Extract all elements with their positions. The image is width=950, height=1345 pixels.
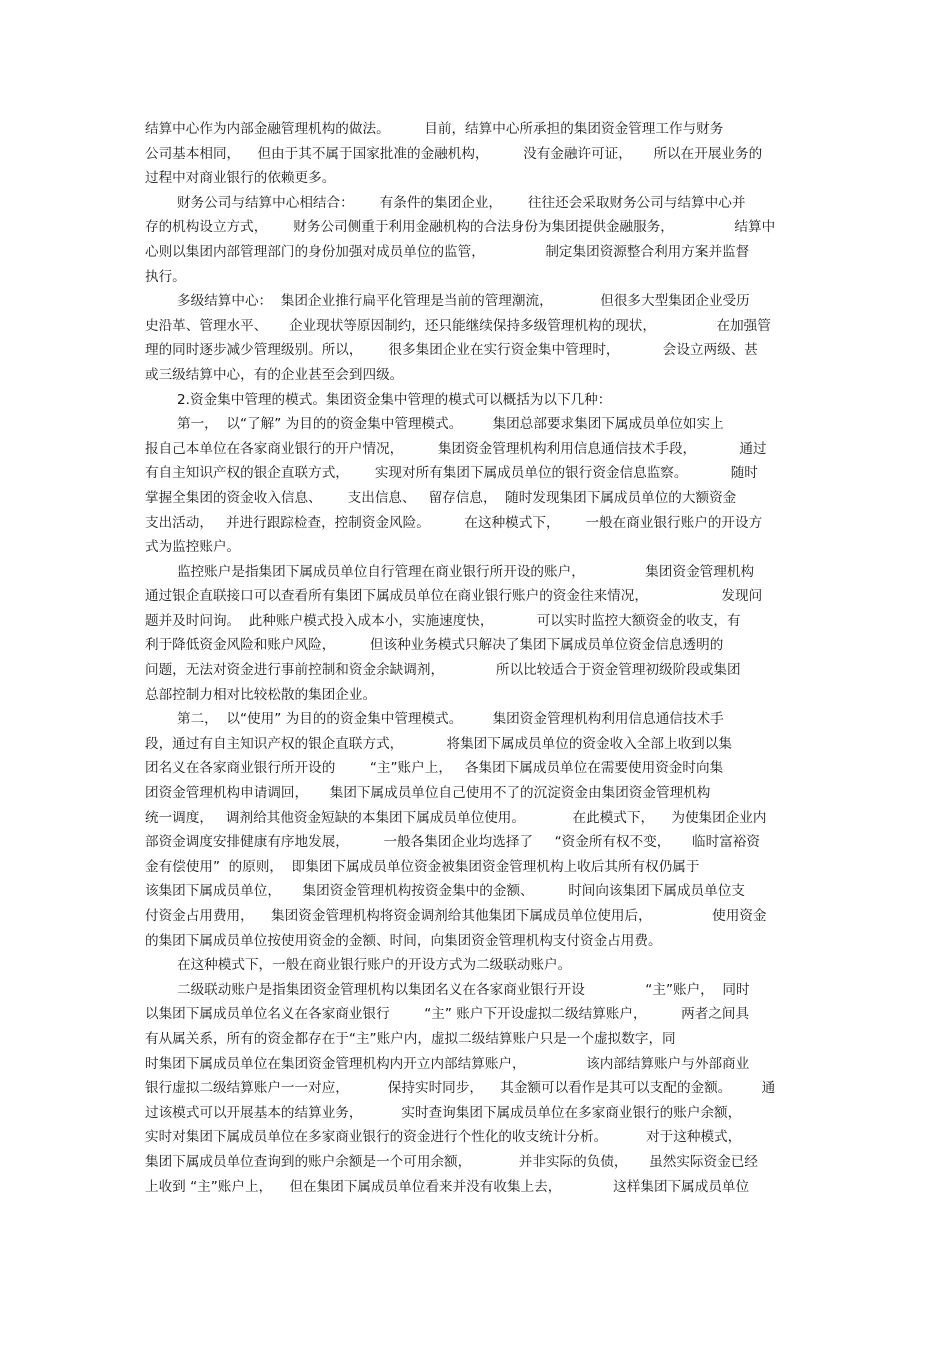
text-line: 团名义在各家商业银行所开设的 “主”账户上， 各集团下属成员单位在需要使用资金时向集 [145, 760, 724, 777]
text-line: 式为监控账户。 [145, 539, 241, 556]
text-line: 上收到 “主”账户上， 但在集团下属成员单位看来并没有收集上去， 这样集团下属成员单位 [145, 1178, 750, 1195]
document-page [145, 117, 805, 1199]
text-line: 统一调度， 调剂给其他资金短缺的本集团下属成员单位使用。 在此模式下， 为使集团企业内 [145, 809, 767, 826]
text-line: 的集团下属成员单位按使用资金的金额、时间，向集团资金管理机构支付资金占用费。 [145, 932, 662, 949]
text-line: 理的同时逐步减少管理级别。所以， 很多集团企业在实行资金集中管理时， 会设立两级、甚 [145, 342, 758, 359]
text-line: 有从属关系，所有的资金都存在于“主”账户内，虚拟二级结算账户只是一个虚拟数字，同 [145, 1030, 676, 1047]
text-line: 二级联动账户是指集团资金管理机构以集团名义在各家商业银行开设 “主”账户， 同时 [177, 981, 750, 998]
text-line: 利于降低资金风险和账户风险， 但该种业务模式只解决了集团下属成员单位资金信息透明的 [145, 637, 724, 654]
text-line: 财务公司与结算中心相结合： 有条件的集团企业， 往往还会采取财务公司与结算中心并 [177, 194, 746, 211]
text-line: 实时对集团下属成员单位在多家商业银行的资金进行个性化的收支统计分析。 对于这种模式， [145, 1129, 742, 1146]
text-line: 执行。 [145, 268, 186, 285]
text-line: 以集团下属成员单位名义在各家商业银行 “主” 账户下开设虚拟二级结算账户， 两者之间具 [145, 1006, 750, 1023]
text-line: 该集团下属成员单位， 集团资金管理机构按资金集中的金额、 时间向该集团下属成员单位支 [145, 883, 745, 900]
text-line: 公司基本相同， 但由于其不属于国家批准的金融机构， 没有金融许可证， 所以在开展业务的 [145, 145, 763, 162]
text-line: 金有偿使用” 的原则， 即集团下属成员单位资金被集团资金管理机构上收后其所有权仍属于 [145, 858, 700, 875]
text-line: 支出活动， 并进行跟踪检查，控制资金风险。 在这种模式下， 一般在商业银行账户的开设方 [145, 514, 763, 531]
text-line: 有自主知识产权的银企直联方式， 实现对所有集团下属成员单位的银行资金信息监察。 随时 [145, 465, 758, 482]
text-line: 集团下属成员单位查询到的账户余额是一个可用余额， 并非实际的负债， 虽然实际资金已经 [145, 1153, 758, 1170]
text-line: 或三级结算中心，有的企业甚至会到四级。 [145, 366, 404, 383]
text-line: 报自己本单位在各家商业银行的开户情况， 集团资金管理机构利用信息通信技术手段， 通过 [145, 440, 767, 457]
text-line: 掌握全集团的资金收入信息、 支出信息、 留存信息， 随时发现集团下属成员单位的大额资金 [145, 489, 737, 506]
text-line: 时集团下属成员单位在集团资金管理机构内开立内部结算账户， 该内部结算账户与外部商业 [145, 1055, 750, 1072]
text-line: 监控账户是指集团下属成员单位自行管理在商业银行所开设的账户， 集团资金管理机构 [177, 563, 755, 580]
text-line: 总部控制力相对比较松散的集团企业。 [145, 686, 377, 703]
text-line: 结算中心作为内部金融管理机构的做法。 目前，结算中心所承担的集团资金管理工作与财务 [145, 121, 724, 137]
text-line: 题并及时问询。 此种账户模式投入成本小，实施速度快， 可以实时监控大额资金的收支，有 [145, 612, 741, 629]
text-line: 过程中对商业银行的依赖更多。 [145, 170, 336, 187]
text-line: 心则以集团内部管理部门的身份加强对成员单位的监管， 制定集团资源整合利用方案并监督 [145, 243, 750, 260]
text-line: 多级结算中心： 集团企业推行扁平化管理是当前的管理潮流， 但很多大型集团企业受历 [177, 293, 750, 310]
text-line: 过该模式可以开展基本的结算业务， 实时查询集团下属成员单位在多家商业银行的账户余额， [145, 1104, 742, 1121]
text-line: 段，通过有自主知识产权的银企直联方式， 将集团下属成员单位的资金收入全部上收到以集 [145, 735, 732, 752]
text-line: 问题，无法对资金进行事前控制和资金余缺调剂， 所以比较适合于资金管理初级阶段或集团 [145, 662, 741, 679]
text-line: 第二， 以“使用” 为目的的资金集中管理模式。 集团资金管理机构利用信息通信技术手 [177, 711, 724, 728]
text-line: 存的机构设立方式， 财务公司侧重于利用金融机构的合法身份为集团提供金融服务， 结算中 [145, 219, 776, 236]
text-line: 史沿革、管理水平、 企业现状等原因制约，还只能继续保持多级管理机构的现状， 在加强管 [145, 317, 771, 334]
text-line: 付资金占用费用， 集团资金管理机构将资金调剂给其他集团下属成员单位使用后， 使用资金 [145, 908, 767, 924]
text-line: 部资金调度安排健康有序地发展， 一般各集团企业均选择了 “资金所有权不变， 临时富裕资 [145, 834, 760, 851]
text-line: 第一， 以“了解” 为目的的资金集中管理模式。 集团总部要求集团下属成员单位如实上 [177, 416, 724, 433]
text-line: 通过银企直联接口可以查看所有集团下属成员单位在商业银行账户的资金往来情况， 发现问 [145, 588, 763, 605]
text-line: 2.资金集中管理的模式。集团资金集中管理的模式可以概括为以下几种： [177, 391, 612, 408]
text-line: 在这种模式下，一般在商业银行账户的开设方式为二级联动账户。 [177, 957, 572, 974]
text-line: 团资金管理机构申请调回， 集团下属成员单位自己使用不了的沉淀资金由集团资金管理机构 [145, 785, 711, 802]
text-line: 银行虚拟二级结算账户一一对应， 保持实时同步， 其金额可以看作是其可以支配的金额。 通 [145, 1080, 776, 1097]
